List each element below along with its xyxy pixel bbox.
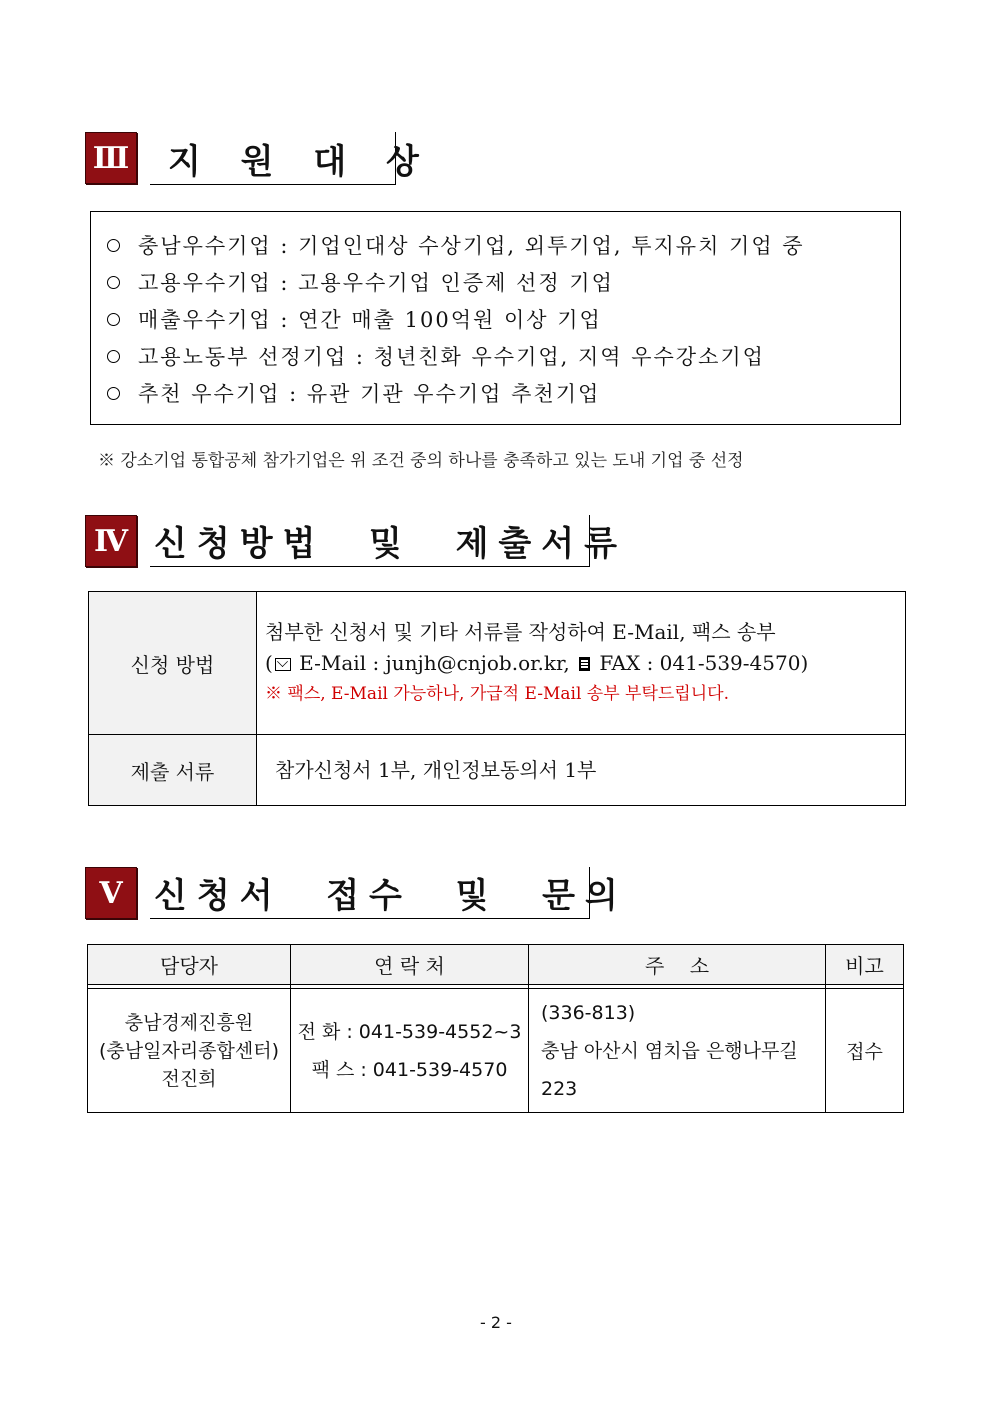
eligibility-note: ※ 강소기업 통합공체 참가기업은 위 조건 중의 하나를 충족하고 있는 도내 기업 중 선정 (98, 451, 744, 471)
circle-bullet-icon (107, 387, 120, 400)
table-row (89, 735, 906, 806)
list-item (107, 267, 614, 297)
circle-bullet-icon (107, 350, 120, 363)
fax-icon (579, 657, 590, 671)
postcode: (336-813) (541, 1001, 636, 1024)
section-number: Ⅴ (99, 875, 123, 911)
list-item-text: 고용우수기업 : 고용우수기업 인증제 선정 기업 (138, 271, 614, 295)
documents-value: 참가신청서 1부, 개인정보동의서 1부 (257, 735, 906, 806)
list-item-text: 고용노동부 선정기업 : 청년친화 우수기업, 지역 우수강소기업 (138, 345, 765, 369)
list-item-text: 매출우수기업 : 연간 매출 100억원 이상 기업 (138, 308, 602, 332)
list-item (107, 341, 765, 371)
circle-bullet-icon (107, 239, 120, 252)
table-row-label: 신청 방법 (89, 592, 257, 735)
eligibility-box (90, 211, 901, 425)
circle-bullet-icon (107, 276, 120, 289)
list-item-text: 추천 우수기업 : 유관 기관 우수기업 추천기업 (138, 382, 601, 406)
column-header: 담당자 (88, 945, 291, 985)
email-text: E-Mail : junjh@cnjob.or.kr, (292, 650, 577, 675)
person-name: 전진희 (161, 1067, 217, 1090)
table-row-label: 제출 서류 (89, 735, 257, 806)
section-title: 신청방법 및 제출서류 (150, 515, 590, 567)
list-item (107, 304, 602, 334)
method-line: 첨부한 신청서 및 기타 서류를 작성하여 E-Mail, 팩스 송부 (265, 619, 776, 644)
section-number: Ⅳ (93, 523, 129, 559)
envelope-icon (275, 658, 291, 671)
page-number: - 2 - (480, 1313, 512, 1332)
method-description (257, 592, 906, 735)
paren: ( (265, 650, 273, 675)
fax-text: FAX : 041-539-4570) (593, 650, 809, 675)
section-number: Ⅲ (92, 140, 130, 176)
address-cell (529, 989, 826, 1113)
column-header: 비고 (826, 945, 904, 985)
org-name: 충남경제진흥원 (124, 1011, 254, 1034)
section-title: 지 원 대 상 (150, 132, 396, 185)
list-item (107, 230, 805, 260)
column-header: 연 락 처 (291, 945, 529, 985)
table-row (88, 989, 904, 1113)
contact-numbers-cell (291, 989, 529, 1113)
list-item (107, 378, 600, 408)
circle-bullet-icon (107, 313, 120, 326)
table-row (89, 592, 906, 735)
org-subname: (충남일자리종합센터) (98, 1039, 279, 1062)
section-title: 신청서 접수 및 문의 (150, 867, 590, 919)
address: 충남 아산시 염치읍 은행나무길 223 (541, 1039, 798, 1100)
section-number-badge (85, 515, 137, 567)
section-number-badge (85, 867, 137, 919)
table-header-row (88, 945, 904, 985)
contact-table (87, 944, 904, 1113)
remark-cell: 접수 (826, 989, 904, 1113)
fax-number: 팩 스 : 041-539-4570 (311, 1058, 508, 1081)
contact-line (265, 648, 904, 679)
section-number-badge (85, 132, 137, 184)
application-method-table (88, 591, 906, 806)
red-note: ※ 팩스, E-Mail 가능하나, 가급적 E-Mail 송부 부탁드립니다. (265, 683, 729, 704)
contact-person-cell (88, 989, 291, 1113)
list-item-text: 충남우수기업 : 기업인대상 수상기업, 외투기업, 투지유치 기업 중 (138, 234, 805, 258)
column-header: 주 소 (529, 945, 826, 985)
phone-number: 전 화 : 041-539-4552~3 (297, 1020, 522, 1043)
